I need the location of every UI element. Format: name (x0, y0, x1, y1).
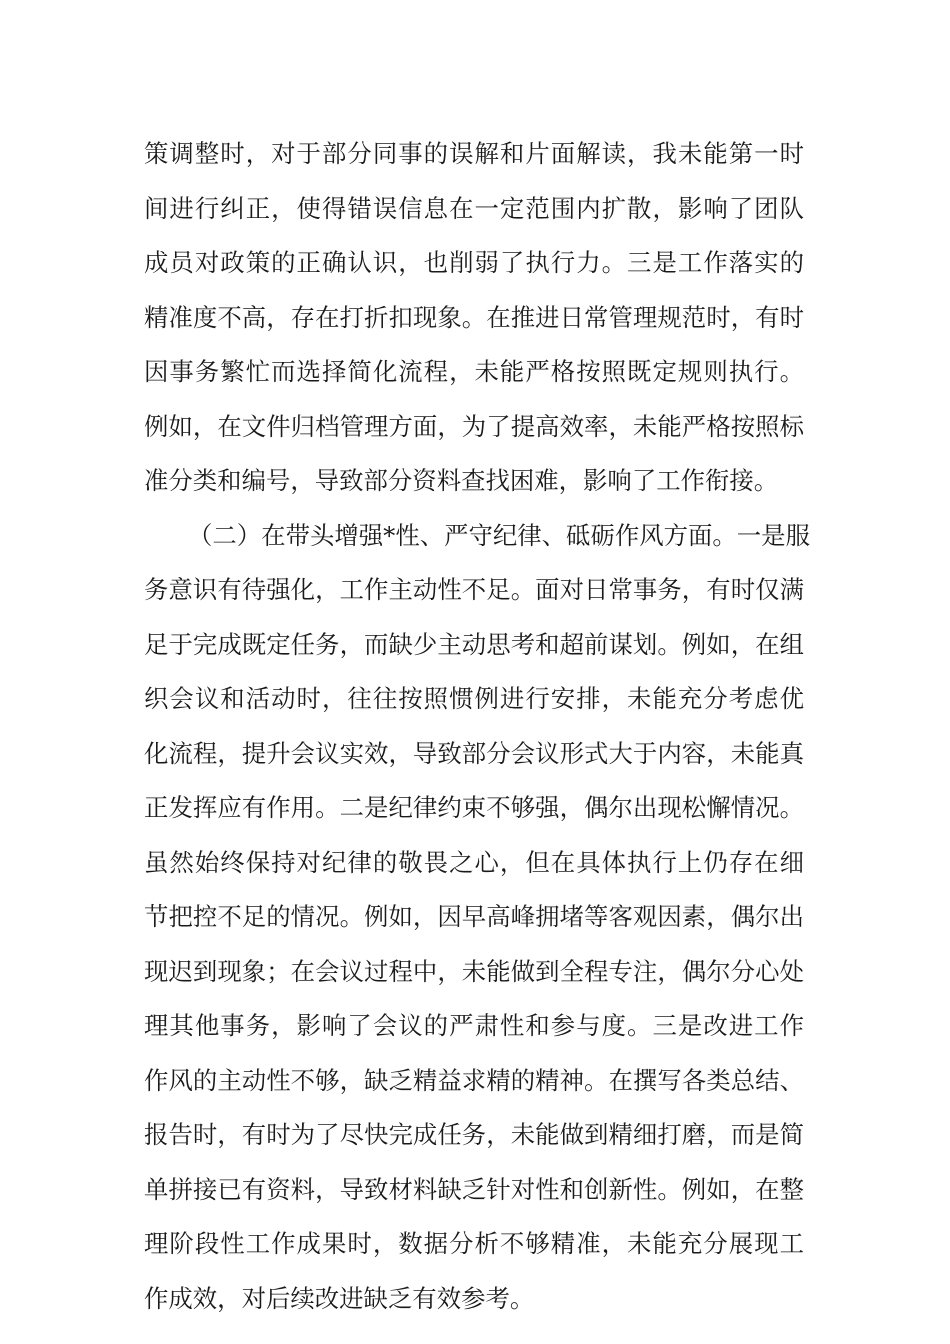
paragraph-line: 例如，在文件归档管理方面，为了提高效率，未能严格按照标 (144, 411, 804, 441)
paragraph-line: 作成效，对后续改进缺乏有效参考。 (144, 1283, 535, 1313)
paragraph-line: 精准度不高，存在打折扣现象。在推进日常管理规范时，有时 (144, 302, 804, 332)
paragraph-line: 理其他事务，影响了会议的严肃性和参与度。三是改进工作 (144, 1011, 804, 1040)
paragraph-line: 节把控不足的情况。例如，因早高峰拥堵等客观因素，偶尔出 (144, 902, 804, 931)
paragraph-line: 作风的主动性不够，缺乏精益求精的精神。在撰写各类总结、 (144, 1065, 804, 1095)
paragraph-line: 化流程，提升会议实效，导致部分会议形式大于内容，未能真 (144, 738, 804, 768)
paragraph-line: 间进行纠正，使得错误信息在一定范围内扩散，影响了团队 (144, 193, 804, 223)
paragraph-line: 成员对政策的正确认识，也削弱了执行力。三是工作落实的 (144, 248, 804, 277)
paragraph-line: 策调整时，对于部分同事的误解和片面解读，我未能第一时 (144, 139, 804, 168)
paragraph-line: 理阶段性工作成果时，数据分析不够精准，未能充分展现工 (144, 1229, 804, 1258)
paragraph-line: 因事务繁忙而选择简化流程，未能严格按照既定规则执行。 (144, 357, 804, 386)
paragraph-line: 织会议和活动时，往往按照惯例进行安排，未能充分考虑优 (144, 684, 804, 713)
paragraph-1 (144, 127, 804, 509)
paragraph-line: 务意识有待强化，工作主动性不足。面对日常事务，有时仅满 (144, 575, 804, 604)
paragraph-line: 准分类和编号，导致部分资料查找困难，影响了工作衔接。 (144, 466, 779, 495)
document-body (144, 127, 810, 1326)
paragraph-line: 正发挥应有作用。二是纪律约束不够强，偶尔出现松懈情况。 (144, 793, 804, 822)
paragraph-line: （二）在带头增强*性、严守纪律、砥砺作风方面。一是服 (188, 520, 810, 550)
paragraph-line: 虽然始终保持对纪律的敬畏之心，但在具体执行上仍存在细 (144, 847, 804, 877)
paragraph-line: 足于完成既定任务，而缺少主动思考和超前谋划。例如，在组 (144, 629, 804, 659)
paragraph-line: 报告时，有时为了尽快完成任务，未能做到精细打磨，而是简 (144, 1120, 804, 1149)
paragraph-line: 单拼接已有资料，导致材料缺乏针对性和创新性。例如，在整 (144, 1174, 804, 1204)
paragraph-2 (144, 509, 810, 1327)
paragraph-line: 现迟到现象；在会议过程中，未能做到全程专注，偶尔分心处 (144, 956, 804, 986)
